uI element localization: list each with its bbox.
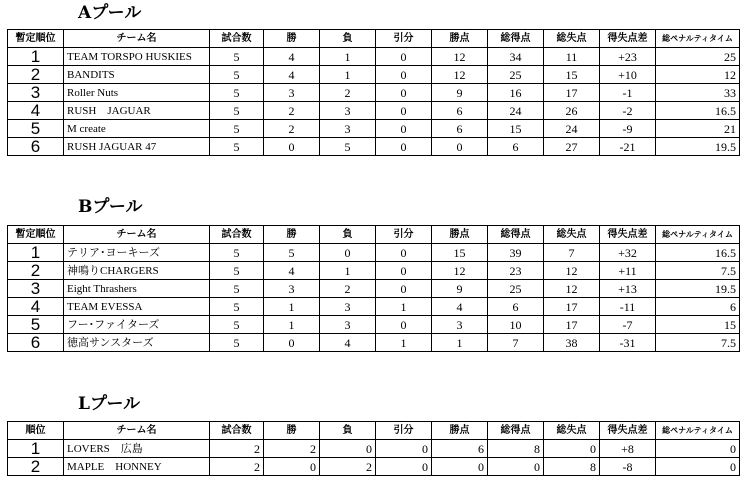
cell-rank: 6 — [8, 138, 64, 156]
cell-team-name: テリア･ヨーキーズ — [64, 244, 210, 262]
header-losses: 負 — [320, 226, 376, 244]
header-goals-for: 総得点 — [488, 422, 544, 440]
cell-points: 3 — [432, 316, 488, 334]
header-draws: 引分 — [376, 30, 432, 48]
cell-goal-diff: -2 — [600, 102, 656, 120]
header-goals-for: 総得点 — [488, 226, 544, 244]
cell-points: 0 — [432, 458, 488, 476]
cell-draws: 0 — [376, 120, 432, 138]
cell-goals-for: 6 — [488, 298, 544, 316]
cell-goals-for: 39 — [488, 244, 544, 262]
cell-draws: 0 — [376, 102, 432, 120]
cell-goals-for: 16 — [488, 84, 544, 102]
table-row — [8, 120, 740, 138]
cell-rank: 3 — [8, 280, 64, 298]
table-row — [8, 262, 740, 280]
cell-penalty-time: 19.5 — [656, 138, 740, 156]
cell-losses: 1 — [320, 48, 376, 66]
cell-goals-against: 15 — [544, 66, 600, 84]
pool-a-table — [7, 29, 740, 156]
cell-draws: 0 — [376, 138, 432, 156]
header-penalty-time: 総ペナルティタイム — [656, 30, 740, 48]
cell-penalty-time: 16.5 — [656, 102, 740, 120]
table-row — [8, 316, 740, 334]
header-goals-against: 総失点 — [544, 422, 600, 440]
table-row — [8, 280, 740, 298]
cell-goals-for: 8 — [488, 440, 544, 458]
cell-draws: 0 — [376, 280, 432, 298]
header-draws: 引分 — [376, 226, 432, 244]
cell-points: 6 — [432, 440, 488, 458]
cell-goals-for: 34 — [488, 48, 544, 66]
cell-rank: 2 — [8, 66, 64, 84]
cell-wins: 2 — [264, 120, 320, 138]
cell-team-name: BANDITS — [64, 66, 210, 84]
header-row — [8, 30, 740, 48]
cell-goals-against: 38 — [544, 334, 600, 352]
header-goal-diff: 得失点差 — [600, 422, 656, 440]
cell-rank: 3 — [8, 84, 64, 102]
cell-team-name: M create — [64, 120, 210, 138]
cell-games: 5 — [210, 280, 264, 298]
cell-penalty-time: 0 — [656, 440, 740, 458]
cell-team-name: RUSH JAGUAR — [64, 102, 210, 120]
cell-points: 4 — [432, 298, 488, 316]
cell-points: 15 — [432, 244, 488, 262]
cell-games: 5 — [210, 316, 264, 334]
cell-penalty-time: 12 — [656, 66, 740, 84]
cell-goals-against: 11 — [544, 48, 600, 66]
header-games: 試合数 — [210, 226, 264, 244]
cell-goal-diff: +13 — [600, 280, 656, 298]
header-wins: 勝 — [264, 422, 320, 440]
cell-wins: 1 — [264, 298, 320, 316]
header-losses: 負 — [320, 422, 376, 440]
table-row — [8, 334, 740, 352]
header-rank: 暫定順位 — [8, 30, 64, 48]
cell-games: 5 — [210, 262, 264, 280]
cell-draws: 1 — [376, 334, 432, 352]
pool-l-table — [7, 421, 740, 476]
cell-losses: 0 — [320, 244, 376, 262]
cell-penalty-time: 25 — [656, 48, 740, 66]
cell-rank: 1 — [8, 440, 64, 458]
cell-goals-for: 25 — [488, 280, 544, 298]
cell-goal-diff: +23 — [600, 48, 656, 66]
cell-wins: 4 — [264, 48, 320, 66]
cell-goals-against: 0 — [544, 440, 600, 458]
cell-losses: 1 — [320, 66, 376, 84]
cell-team-name: MAPLE HONNEY — [64, 458, 210, 476]
cell-goal-diff: -9 — [600, 120, 656, 138]
cell-penalty-time: 15 — [656, 316, 740, 334]
cell-losses: 3 — [320, 316, 376, 334]
cell-goals-against: 17 — [544, 298, 600, 316]
header-goals-against: 総失点 — [544, 226, 600, 244]
cell-team-name: Eight Thrashers — [64, 280, 210, 298]
header-points: 勝点 — [432, 226, 488, 244]
cell-points: 12 — [432, 262, 488, 280]
header-rank: 順位 — [8, 422, 64, 440]
header-penalty-time: 総ペナルティタイム — [656, 422, 740, 440]
cell-draws: 0 — [376, 84, 432, 102]
header-losses: 負 — [320, 30, 376, 48]
cell-wins: 5 — [264, 244, 320, 262]
cell-goals-against: 12 — [544, 262, 600, 280]
cell-goals-against: 26 — [544, 102, 600, 120]
cell-losses: 2 — [320, 280, 376, 298]
cell-points: 12 — [432, 48, 488, 66]
cell-rank: 5 — [8, 316, 64, 334]
table-row — [8, 102, 740, 120]
cell-draws: 0 — [376, 440, 432, 458]
pool-b-title: Bプール — [78, 197, 143, 217]
cell-goal-diff: +32 — [600, 244, 656, 262]
header-points: 勝点 — [432, 422, 488, 440]
header-points: 勝点 — [432, 30, 488, 48]
header-goals-against: 総失点 — [544, 30, 600, 48]
cell-goals-against: 27 — [544, 138, 600, 156]
cell-wins: 2 — [264, 440, 320, 458]
cell-losses: 3 — [320, 102, 376, 120]
table-row — [8, 298, 740, 316]
cell-goal-diff: +8 — [600, 440, 656, 458]
cell-draws: 0 — [376, 262, 432, 280]
cell-losses: 5 — [320, 138, 376, 156]
cell-rank: 1 — [8, 244, 64, 262]
cell-losses: 2 — [320, 84, 376, 102]
cell-draws: 0 — [376, 458, 432, 476]
cell-team-name: RUSH JAGUAR 47 — [64, 138, 210, 156]
cell-draws: 0 — [376, 66, 432, 84]
cell-wins: 4 — [264, 262, 320, 280]
cell-goals-for: 24 — [488, 102, 544, 120]
cell-goal-diff: -11 — [600, 298, 656, 316]
header-goals-for: 総得点 — [488, 30, 544, 48]
cell-team-name: 神鳴りCHARGERS — [64, 262, 210, 280]
cell-goals-for: 7 — [488, 334, 544, 352]
table-row — [8, 84, 740, 102]
cell-team-name: LOVERS 広島 — [64, 440, 210, 458]
cell-goals-for: 23 — [488, 262, 544, 280]
cell-rank: 4 — [8, 298, 64, 316]
cell-goal-diff: +10 — [600, 66, 656, 84]
cell-games: 5 — [210, 244, 264, 262]
cell-points: 1 — [432, 334, 488, 352]
cell-goals-for: 15 — [488, 120, 544, 138]
cell-games: 5 — [210, 66, 264, 84]
cell-losses: 3 — [320, 120, 376, 138]
cell-goal-diff: +11 — [600, 262, 656, 280]
table-row — [8, 458, 740, 476]
cell-goals-for: 0 — [488, 458, 544, 476]
header-team-name: チーム名 — [64, 226, 210, 244]
cell-penalty-time: 16.5 — [656, 244, 740, 262]
cell-goals-for: 25 — [488, 66, 544, 84]
header-row — [8, 422, 740, 440]
cell-wins: 3 — [264, 280, 320, 298]
cell-rank: 4 — [8, 102, 64, 120]
cell-losses: 2 — [320, 458, 376, 476]
header-team-name: チーム名 — [64, 422, 210, 440]
cell-games: 2 — [210, 458, 264, 476]
cell-goals-against: 8 — [544, 458, 600, 476]
cell-losses: 0 — [320, 440, 376, 458]
cell-losses: 3 — [320, 298, 376, 316]
cell-wins: 4 — [264, 66, 320, 84]
cell-rank: 1 — [8, 48, 64, 66]
cell-rank: 2 — [8, 458, 64, 476]
header-games: 試合数 — [210, 30, 264, 48]
cell-penalty-time: 19.5 — [656, 280, 740, 298]
cell-penalty-time: 7.5 — [656, 334, 740, 352]
table-row — [8, 440, 740, 458]
cell-penalty-time: 7.5 — [656, 262, 740, 280]
cell-team-name: フー･ファイターズ — [64, 316, 210, 334]
pool-l-title: Lプール — [78, 394, 141, 414]
header-games: 試合数 — [210, 422, 264, 440]
cell-team-name: TEAM EVESSA — [64, 298, 210, 316]
pool-a-title: Aプール — [78, 3, 142, 23]
cell-goal-diff: -8 — [600, 458, 656, 476]
header-wins: 勝 — [264, 30, 320, 48]
table-row — [8, 48, 740, 66]
cell-goals-against: 24 — [544, 120, 600, 138]
cell-goals-against: 17 — [544, 84, 600, 102]
cell-points: 6 — [432, 120, 488, 138]
cell-penalty-time: 33 — [656, 84, 740, 102]
cell-games: 5 — [210, 334, 264, 352]
cell-points: 6 — [432, 102, 488, 120]
cell-penalty-time: 0 — [656, 458, 740, 476]
cell-penalty-time: 21 — [656, 120, 740, 138]
cell-points: 9 — [432, 84, 488, 102]
cell-goals-for: 10 — [488, 316, 544, 334]
cell-wins: 0 — [264, 334, 320, 352]
header-goal-diff: 得失点差 — [600, 226, 656, 244]
cell-team-name: Roller Nuts — [64, 84, 210, 102]
cell-games: 5 — [210, 138, 264, 156]
cell-draws: 0 — [376, 48, 432, 66]
cell-goals-against: 7 — [544, 244, 600, 262]
cell-goal-diff: -31 — [600, 334, 656, 352]
cell-goals-against: 12 — [544, 280, 600, 298]
cell-rank: 6 — [8, 334, 64, 352]
cell-games: 5 — [210, 120, 264, 138]
cell-goal-diff: -21 — [600, 138, 656, 156]
cell-goal-diff: -1 — [600, 84, 656, 102]
header-row — [8, 226, 740, 244]
cell-goals-for: 6 — [488, 138, 544, 156]
cell-goals-against: 17 — [544, 316, 600, 334]
cell-wins: 0 — [264, 138, 320, 156]
cell-wins: 0 — [264, 458, 320, 476]
cell-points: 12 — [432, 66, 488, 84]
cell-wins: 1 — [264, 316, 320, 334]
table-row — [8, 66, 740, 84]
header-rank: 暫定順位 — [8, 226, 64, 244]
cell-games: 2 — [210, 440, 264, 458]
header-goal-diff: 得失点差 — [600, 30, 656, 48]
cell-games: 5 — [210, 298, 264, 316]
cell-draws: 1 — [376, 298, 432, 316]
cell-team-name: TEAM TORSPO HUSKIES — [64, 48, 210, 66]
pool-b-table — [7, 225, 740, 352]
cell-wins: 2 — [264, 102, 320, 120]
header-wins: 勝 — [264, 226, 320, 244]
cell-rank: 5 — [8, 120, 64, 138]
table-row — [8, 244, 740, 262]
cell-losses: 4 — [320, 334, 376, 352]
cell-rank: 2 — [8, 262, 64, 280]
cell-wins: 3 — [264, 84, 320, 102]
cell-games: 5 — [210, 48, 264, 66]
header-team-name: チーム名 — [64, 30, 210, 48]
cell-games: 5 — [210, 102, 264, 120]
table-row — [8, 138, 740, 156]
cell-losses: 1 — [320, 262, 376, 280]
header-draws: 引分 — [376, 422, 432, 440]
cell-games: 5 — [210, 84, 264, 102]
cell-team-name: 徳高サンスターズ — [64, 334, 210, 352]
cell-draws: 0 — [376, 244, 432, 262]
cell-draws: 0 — [376, 316, 432, 334]
header-penalty-time: 総ペナルティタイム — [656, 226, 740, 244]
cell-goal-diff: -7 — [600, 316, 656, 334]
cell-penalty-time: 6 — [656, 298, 740, 316]
cell-points: 9 — [432, 280, 488, 298]
cell-points: 0 — [432, 138, 488, 156]
